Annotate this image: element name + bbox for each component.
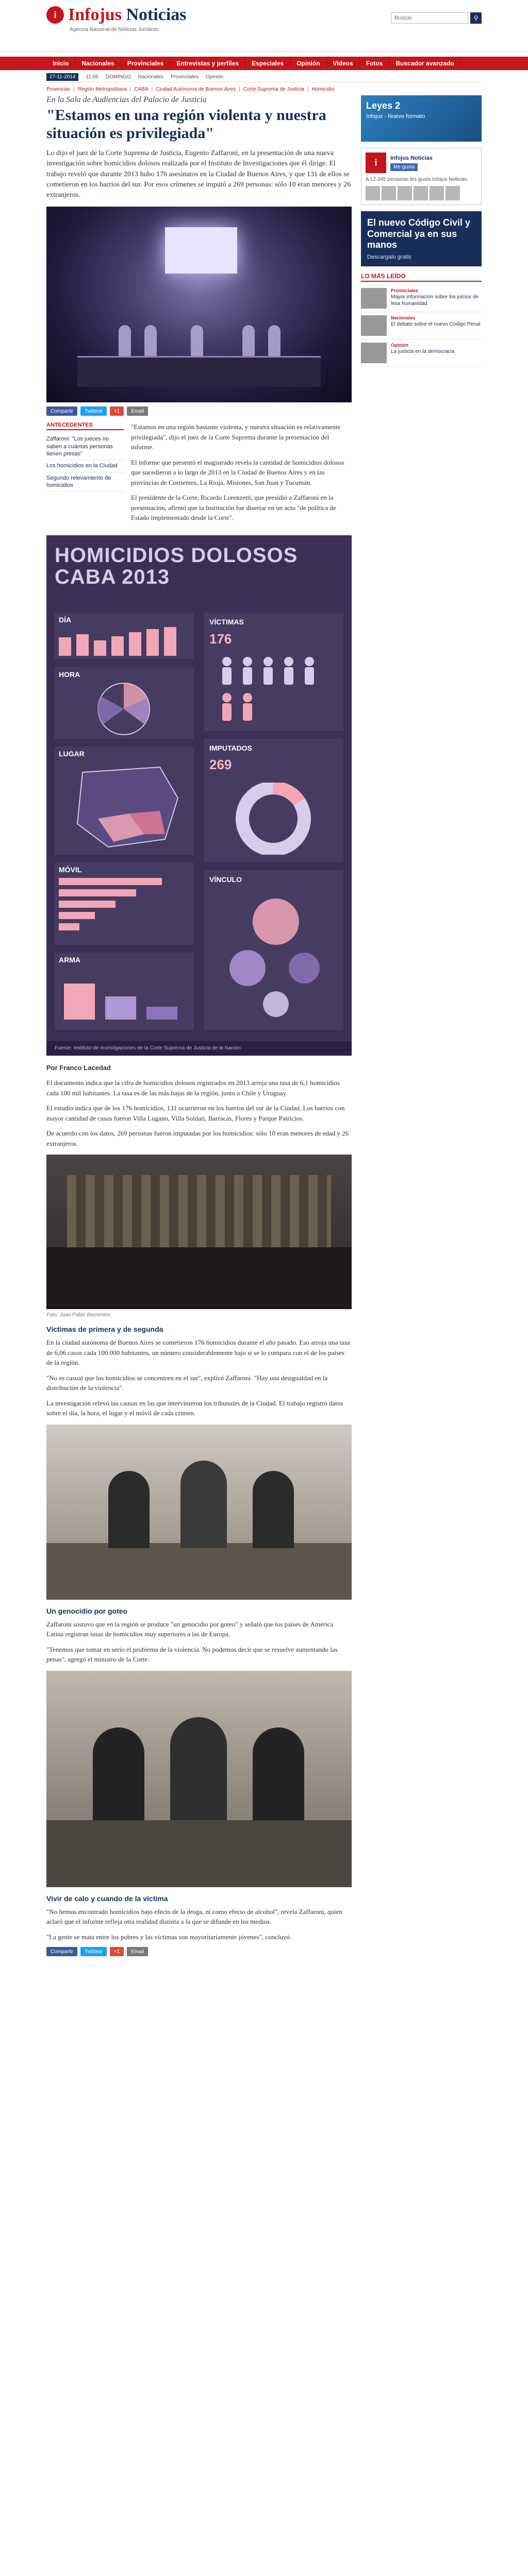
breadcrumb-item[interactable]: Provincias	[46, 87, 71, 92]
paragraph: En la ciudad autónoma de Buenos Aires se cometieron 176 homicidios durante el año pasado. Eso arroja una tasa de 6,06 casos cada 100.000 habitantes, un número considerablemente bajo si se lo compara con el de los países de la región.	[46, 1338, 350, 1367]
weapon-chart	[59, 968, 188, 1025]
imputados-donut	[227, 783, 320, 855]
subbar	[46, 72, 482, 82]
paragraph: "La gente se mata entre los pobres y las víctimas son mayoritariamente jóvenes", concluyó.	[46, 1933, 292, 1941]
section-subhead: Un genocidio por goteo	[46, 1606, 128, 1615]
photo-caption: Foto: Juan Pablo Barrientos	[46, 1312, 110, 1318]
nav-item-videos[interactable]: Videos	[327, 57, 360, 70]
infographic-label-imputados: IMPUTADOS	[209, 743, 252, 752]
infographic-label-victimas: VÍCTIMAS	[209, 617, 244, 626]
infographic-label-lugar: LUGAR	[59, 749, 85, 758]
article-body-intro	[131, 422, 352, 528]
nav-item-inicio[interactable]: Inicio	[46, 57, 75, 70]
avatar[interactable]	[430, 186, 444, 200]
infographic-label-vinculo: VÍNCULO	[209, 875, 242, 884]
victims-pictogram	[217, 654, 335, 726]
nav-item-especiales[interactable]: Especiales	[245, 57, 290, 70]
masthead-search	[391, 12, 482, 24]
paragraph: El documento indica que la cifra de homicidios dolosos registrados en 2013 arroja una tasa de 6,1 homicidios cada 100 mil habitantes. La tasa es de las más bajas de la región, junto a Chile y Uruguay.	[46, 1079, 340, 1097]
like-button[interactable]: Me gusta	[390, 163, 418, 171]
most-read-title: LO MÁS LEÍDO	[361, 273, 482, 282]
paragraph: Zaffaroni sostuvo que en la región se produce "un genocidio por goteo" y señaló que los países de América Latina registran tasas de homicidios muy superiores a las de Europa.	[46, 1620, 334, 1638]
avatar[interactable]	[446, 186, 460, 200]
share-email-button[interactable]: Email	[127, 1947, 148, 1956]
paragraph: La investigación relevó las causas en las que intervinieron los tribunales de la Ciudad. El trabajo registró datos sobre el día, la hora, el lugar y el móvil de cada crimen.	[46, 1399, 343, 1417]
section-subhead: Vivir de calo y cuando de la víctima	[46, 1894, 168, 1903]
time-label: 11:06	[86, 74, 98, 80]
speakers-photo	[46, 1671, 352, 1887]
share-row-top	[46, 406, 352, 416]
sidebar	[361, 95, 482, 367]
ad-banner[interactable]	[361, 95, 482, 142]
civil-code-promo[interactable]	[361, 211, 482, 266]
nav-item-buscador[interactable]: Buscador avanzado	[389, 57, 460, 70]
background-box	[46, 422, 124, 528]
share-row-bottom	[46, 1947, 352, 1956]
promo-subtitle: Descargalo gratis	[367, 253, 411, 260]
list-thumb	[361, 343, 387, 363]
ad-subtitle: Infojus - Nuevo formato	[366, 113, 425, 120]
subbar-link-2[interactable]: Provinciales	[171, 74, 199, 80]
nav-item-opinion[interactable]: Opinión	[290, 57, 326, 70]
list-thumb	[361, 315, 387, 336]
courtroom-photo	[46, 1155, 352, 1309]
search-button[interactable]	[470, 12, 482, 24]
nav-item-nacionales[interactable]: Nacionales	[75, 57, 121, 70]
motive-bars	[59, 878, 188, 940]
share-gplus-button[interactable]: +1	[110, 406, 124, 416]
share-gplus-button[interactable]: +1	[110, 1947, 124, 1956]
city-map	[67, 762, 186, 850]
share-email-button[interactable]: Email	[127, 406, 148, 416]
paragraph: "No hemos encontrado homicidios bajo efecto de la droga, ni como efecto de alcohol", revela Zaffaroni, quien aclaró que el informe refleja otra realidad distinta a la que se difunde en los medios.	[46, 1907, 342, 1926]
paragraph: El presidente de la Corte, Ricardo Lorenzetti, que presidió a Zaffaroni en la presentación, afirmó que la Institución fue disertar en un acto "de política de Estado implementado desde la Corte".	[131, 494, 336, 522]
infographic-label-arma: ARMA	[59, 955, 80, 964]
paragraph: El estudio indica que de los 176 homicidios, 131 ocurrieron en los barrios del sur de la Ciudad. Los barrios con mayor cantidad de casos fueron Villa Lugano, Villa Soldati, Barracas, Flores y Parque Patricios.	[46, 1104, 345, 1122]
ad-title: Leyes 2	[366, 100, 401, 111]
background-link[interactable]: Zaffaroni: "Los jueces no saben a cuántas personas tienen presas"	[46, 433, 124, 460]
relationship-chart	[217, 891, 335, 1025]
panel-photo	[46, 1425, 352, 1600]
infographic-source: Fuente: Instituto de Investigaciones de la Corte Suprema de Justicia de la Nación	[46, 1041, 352, 1056]
list-thumb	[361, 288, 387, 309]
site-tagline: Agencia Nacional de Noticias Jurídicas	[70, 27, 159, 32]
breadcrumb-item[interactable]: Corte Suprema de Justicia	[243, 87, 304, 92]
widget-page-name[interactable]: Infojus Noticias	[390, 155, 433, 161]
main-column	[46, 95, 352, 1960]
subbar-link-3[interactable]: Opinión	[206, 74, 224, 80]
nav-item-fotos[interactable]: Fotos	[360, 57, 390, 70]
main-nav	[0, 57, 528, 70]
imputados-count: 269	[209, 756, 232, 772]
breadcrumb-item[interactable]: Ciudad Autónoma de Buenos Aires	[156, 87, 236, 92]
infographic-label-hora: HORA	[59, 670, 80, 679]
homicide-infographic	[46, 535, 352, 1056]
article-kicker: En la Sala de Audiencias del Palacio de Justicia	[46, 95, 207, 104]
infographic-label-dia: DÍA	[59, 615, 72, 624]
avatar[interactable]	[382, 186, 396, 200]
day-label: DOMINGO	[105, 74, 131, 80]
breadcrumb-item[interactable]: CABA	[134, 87, 148, 92]
logo-mark: i	[46, 6, 64, 24]
search-icon: ⚲	[473, 14, 478, 22]
search-input[interactable]	[391, 12, 468, 24]
date-label: 27-11-2014	[46, 73, 78, 81]
share-facebook-button[interactable]: Compartir	[46, 406, 77, 416]
section-subhead: Víctimas de primera y de segunda	[46, 1325, 163, 1334]
nav-item-entrevistas[interactable]: Entrevistas y perfiles	[170, 57, 245, 70]
logo-text: Infojus Noticias	[68, 5, 187, 24]
paragraph: De acuerdo con los datos, 269 personas fueron imputadas por los homicidios: sólo 10 eran menores de edad y 26 extranjeros.	[46, 1129, 349, 1147]
promo-title: El nuevo Código Civil y Comercial ya en sus manos	[367, 217, 471, 250]
article-headline: "Estamos en una región violenta y nuestra situación es privilegiada"	[46, 107, 326, 142]
nav-item-provinciales[interactable]: Provinciales	[121, 57, 171, 70]
background-link[interactable]: Los homicidios en la Ciudad	[46, 460, 124, 472]
avatar[interactable]	[366, 186, 380, 200]
share-facebook-button[interactable]: Compartir	[46, 1947, 77, 1956]
background-link[interactable]: Segundo relevamiento de homicidios	[46, 472, 124, 492]
most-read-list	[361, 273, 482, 367]
infographic-label-movil: MÓVIL	[59, 865, 82, 874]
list-item[interactable]: Provinciales Mayor información sobre los juicios de lesa humanidad	[361, 285, 482, 312]
article-intro	[46, 422, 352, 528]
infographic-title: HOMICIDIOS DOLOSOS CABA 2013	[55, 544, 298, 588]
paragraph: "No es casual que los homicidios se concentren en el sur", explicó Zaffaroni. "Hay una desigualdad en la distribución de la violencia".	[46, 1374, 328, 1392]
breadcrumb-item[interactable]: Región Metropolitana	[77, 87, 127, 92]
facebook-widget	[361, 148, 482, 205]
paragraph: El informe que presentó el magistrado revela la cantidad de homicidios dolosos que sucedieron a lo largo de 2013 en la Ciudad de Buenos Aires y en las provincias de Corrientes, La Rioja, Misiones, San Juan y Tucumán.	[131, 458, 344, 486]
site-logo[interactable]	[46, 6, 187, 24]
hero-screen	[165, 227, 237, 274]
widget-logo: i	[366, 152, 386, 173]
article-lead: Lo dijo el juez de la Corte Suprema de Justicia, Eugenio Zaffaroni, en la presentación de una nueva investigación sobre homicidios dolosos realizada por el Instituto de Investigaciones que él dirige. El trabajo reveló que durante 2013 hubo 176 asesinatos en la Ciudad de Buenos Aires, y que 131 de ellos se cometieron en los barrios del sur. Por esos crímenes se imputó a 269 personas: sólo 10 eran menores y 26 extranjeros.	[46, 149, 351, 199]
breadcrumb-item[interactable]: Homicidio	[311, 87, 335, 92]
list-item[interactable]: Nacionales El debate sobre el nuevo Código Penal	[361, 312, 482, 340]
day-bar-chart	[59, 627, 188, 656]
hour-clock-chart	[82, 681, 165, 737]
breadcrumb: Provincias | Región Metropolitana | CABA | Ciudad Autónoma de Buenos Aires | Corte Suprema de Justicia | Homicidio	[46, 87, 335, 92]
hero-photo	[46, 207, 352, 402]
author-line: Por Franco Lacedad	[46, 1063, 111, 1072]
victims-count: 176	[209, 631, 232, 647]
background-title: ANTECEDENTES	[46, 422, 124, 430]
list-item[interactable]: Opinión La justicia en la democracia	[361, 340, 482, 367]
paragraph: "Tenemos que tomar en serio el problema de la violencia. No podemos decir que se resuelve aumentando las penas", agregó el ministro de la Corte.	[46, 1645, 338, 1664]
share-twitter-button[interactable]: Twittear	[80, 1947, 107, 1956]
widget-likes-text: A 12.345 personas les gusta Infojus Noticias.	[366, 177, 469, 182]
avatar[interactable]	[414, 186, 428, 200]
subbar-link-1[interactable]: Nacionales	[138, 74, 164, 80]
paragraph: "Estamos en una región bastante violenta, y nuestra situación es relativamente privilegiada", dijo el juez de la Corte Suprema durante la presentación del informe.	[131, 423, 341, 451]
masthead	[0, 0, 528, 52]
share-twitter-button[interactable]: Twittear	[80, 406, 107, 416]
widget-faces	[366, 186, 477, 200]
avatar[interactable]	[398, 186, 412, 200]
